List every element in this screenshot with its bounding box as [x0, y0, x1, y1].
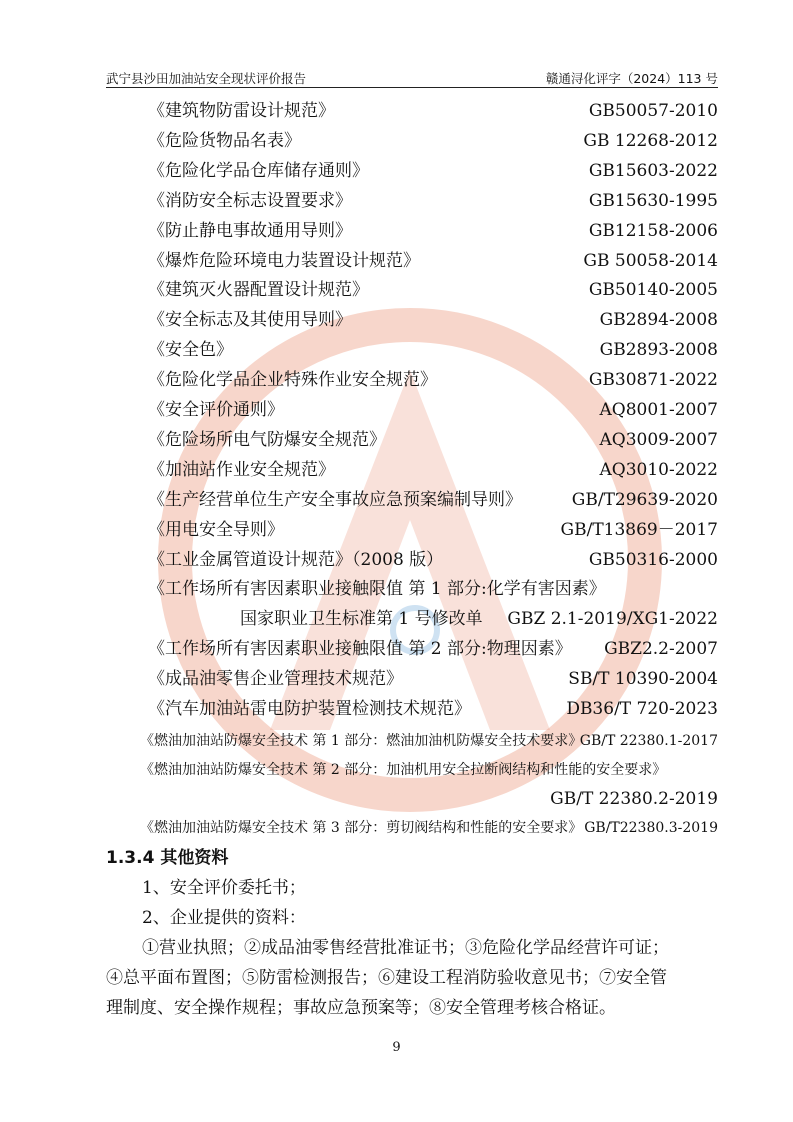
reference-title: 《用电安全导则》	[148, 519, 284, 540]
reference-title: 《爆炸危险环境电力装置设计规范》	[148, 250, 420, 271]
reference-row	[0, 246, 793, 276]
reference-title: 《危险货物品名表》	[148, 130, 301, 151]
reference-code: GB2894-2008	[599, 310, 718, 331]
section-heading: 1.3.4 其他资料	[106, 848, 229, 868]
reference-title: 《消防安全标志设置要求》	[148, 190, 352, 211]
reference-title: 《安全色》	[148, 340, 233, 361]
reference-code: GB/T29639-2020	[571, 489, 718, 510]
reference-code: GB50057-2010	[588, 101, 718, 121]
reference-code: GB/T 22380.2-2019	[550, 789, 718, 809]
page-header	[106, 67, 718, 88]
reference-row	[0, 664, 793, 694]
reference-row	[0, 395, 793, 425]
reference-title: 《工作场所有害因素职业接触限值 第 2 部分:物理因素》	[148, 639, 572, 660]
reference-code: GB50140-2005	[588, 280, 718, 301]
reference-row	[0, 425, 793, 455]
reference-row	[0, 305, 793, 335]
reference-code: GB2893-2008	[599, 340, 718, 361]
reference-title: 国家职业卫生标准第 1 号修改单	[240, 609, 483, 630]
page-number: 9	[392, 1040, 401, 1055]
reference-code: AQ3009-2007	[599, 429, 718, 450]
reference-code: GB50316-2000	[588, 549, 718, 570]
reference-row	[0, 275, 793, 305]
reference-row	[0, 365, 793, 395]
reference-code: GB/T 22380.1-2017	[579, 733, 718, 749]
reference-code: GB15630-1995	[588, 190, 718, 211]
reference-title: 《安全评价通则》	[148, 400, 284, 420]
reference-code: GB15603-2022	[588, 160, 718, 181]
reference-row	[0, 545, 793, 575]
reference-row	[0, 216, 793, 246]
reference-title: 《燃油加油站防爆安全技术 第 3 部分：剪切阀结构和性能的安全要求》	[140, 820, 583, 836]
reference-code: AQ8001-2007	[599, 400, 718, 420]
reference-row	[0, 186, 793, 216]
reference-row	[0, 813, 793, 843]
header-report-number: 赣通浔化评字（2024）113 号	[545, 71, 718, 86]
reference-code: GBZ2.2-2007	[604, 639, 718, 660]
reference-title: 《工业金属管道设计规范》（2008 版）	[148, 549, 444, 570]
reference-code: GB 50058-2014	[583, 250, 718, 271]
reference-row	[0, 726, 793, 756]
reference-title: 《建筑物防雷设计规范》	[148, 101, 335, 121]
reference-title: 《生产经营单位生产安全事故应急预案编制导则》	[148, 489, 522, 510]
reference-title: 《燃油加油站防爆安全技术 第 1 部分：燃油加油机防爆安全技术要求》	[140, 733, 583, 749]
reference-code: GB/T13869－2017	[560, 519, 718, 540]
reference-title: 《汽车加油站雷电防护装置检测技术规范》	[148, 699, 471, 719]
reference-code: GB/T22380.3-2019	[584, 820, 718, 836]
reference-title: 《燃油加油站防爆安全技术 第 2 部分：加油机用安全拉断阀结构和性能的安全要求》	[140, 762, 667, 778]
reference-row	[0, 574, 793, 604]
reference-title: 《防止静电事故通用导则》	[148, 220, 352, 241]
reference-row	[0, 755, 793, 785]
reference-title: 《危险化学品企业特殊作业安全规范》	[148, 370, 437, 391]
detail-line: ④总平面布置图；⑤防雷检测报告；⑥建设工程消防验收意见书；⑦安全管	[106, 968, 667, 988]
reference-row	[0, 485, 793, 515]
reference-code: AQ3010-2022	[599, 459, 718, 480]
reference-title: 《安全标志及其使用导则》	[148, 310, 352, 331]
reference-code: DB36/T 720-2023	[566, 699, 718, 719]
list-item: 2、企业提供的资料：	[142, 908, 306, 928]
reference-code: SB/T 10390-2004	[568, 669, 718, 690]
reference-title: 《建筑灭火器配置设计规范》	[148, 280, 369, 301]
reference-code: GB 12268-2012	[583, 130, 718, 151]
detail-line: ①营业执照；②成品油零售经营批准证书；③危险化学品经营许可证；	[142, 938, 669, 958]
reference-title: 《加油站作业安全规范》	[148, 459, 335, 480]
reference-title: 《工作场所有害因素职业接触限值 第 1 部分:化学有害因素》	[148, 579, 606, 600]
reference-title: 《成品油零售企业管理技术规范》	[148, 669, 403, 690]
reference-row	[0, 455, 793, 485]
reference-row	[0, 784, 793, 814]
reference-code: GB12158-2006	[588, 220, 718, 241]
detail-line: 理制度、安全操作规程；事故应急预案等；⑧安全管理考核合格证。	[106, 998, 616, 1018]
reference-row	[0, 634, 793, 664]
reference-code: GB30871-2022	[588, 370, 718, 391]
reference-row	[0, 156, 793, 186]
reference-code: GBZ 2.1-2019/XG1-2022	[507, 609, 718, 630]
reference-row	[0, 126, 793, 156]
reference-row	[0, 515, 793, 545]
header-report-title: 武宁县沙田加油站安全现状评价报告	[106, 71, 307, 86]
reference-title: 《危险化学品仓库储存通则》	[148, 160, 369, 181]
reference-row	[0, 694, 793, 724]
reference-row	[0, 335, 793, 365]
reference-row	[0, 604, 793, 634]
list-item: 1、安全评价委托书；	[142, 878, 306, 898]
reference-title: 《危险场所电气防爆安全规范》	[148, 429, 386, 450]
reference-row	[0, 96, 793, 126]
